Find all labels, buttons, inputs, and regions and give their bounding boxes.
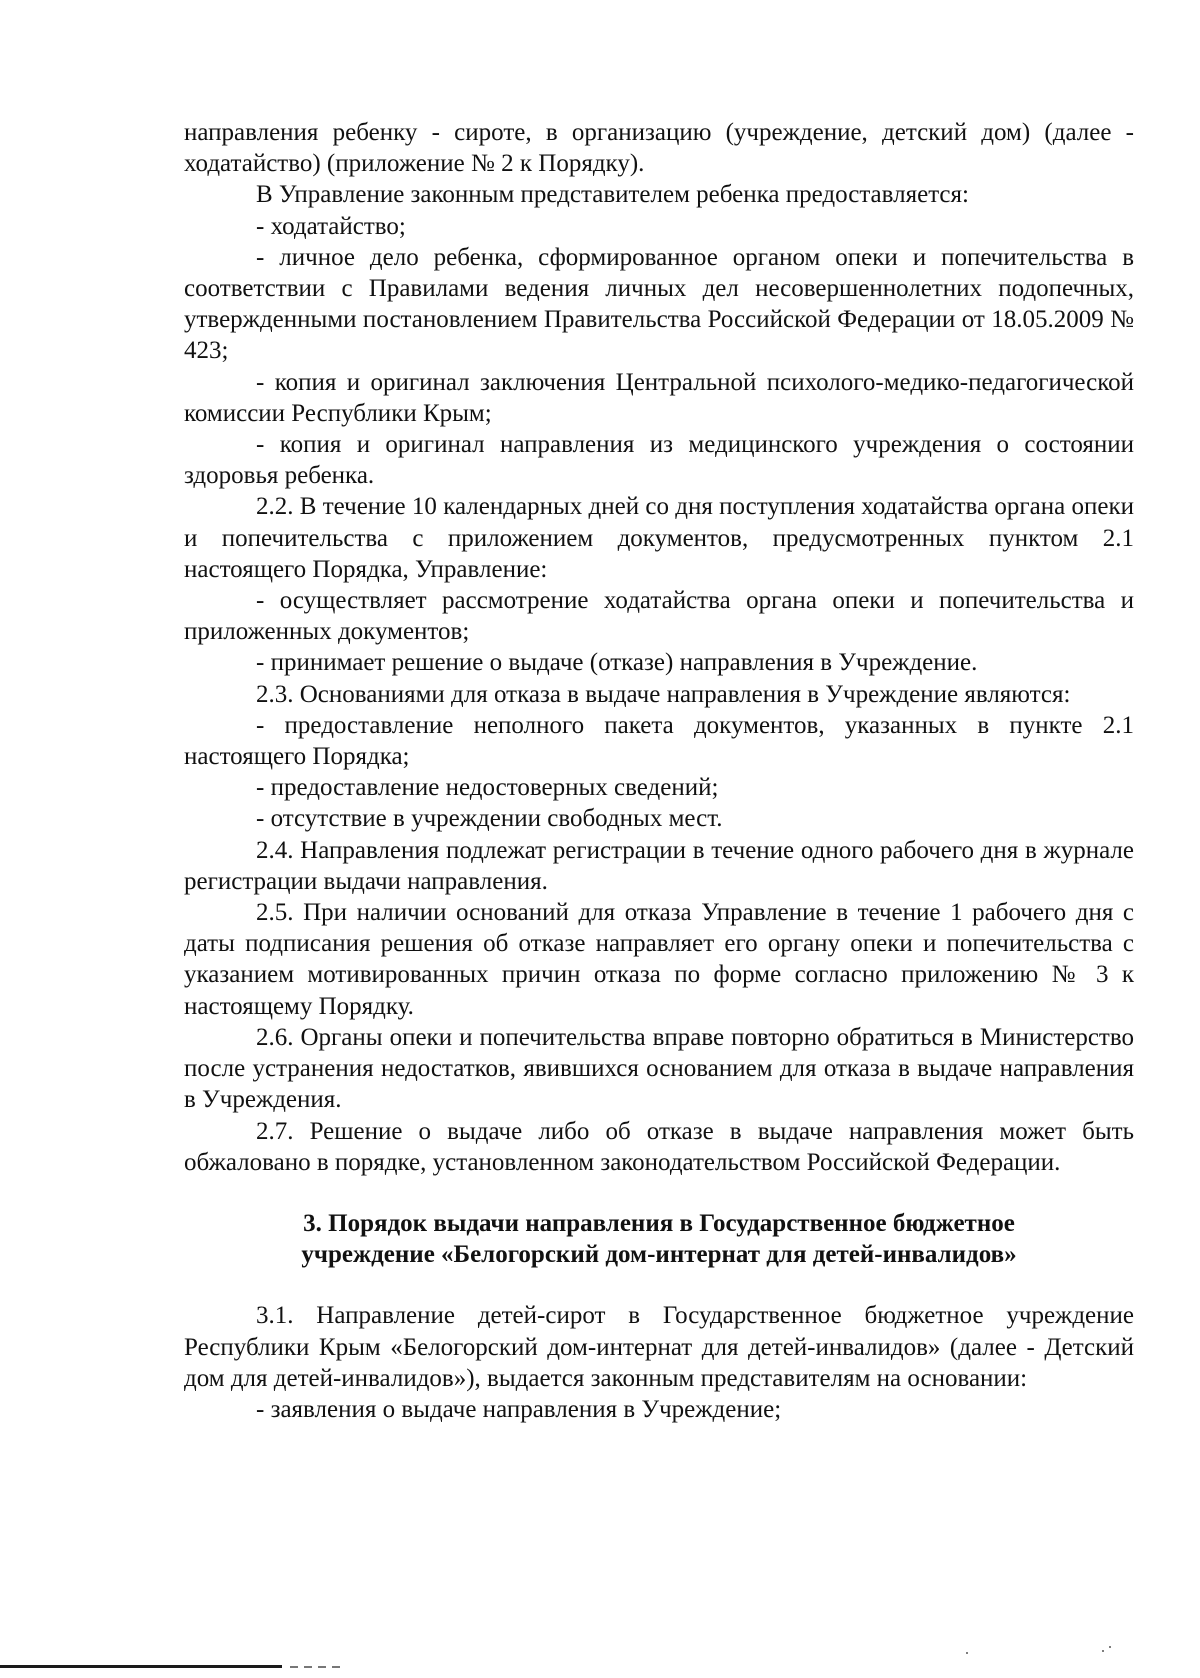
paragraph-2-5: 2.5. При наличии оснований для отказа Управление в течение 1 рабочего дня с даты подписания решения об отказе направляет его органу опеки и попечительства с указанием мотивированных причин отказа по форме согласно приложению № 3 к настоящему Порядку. [184,899,1134,1020]
list-item-application: - заявления о выдаче направления в Учреждение; [256,1395,782,1423]
document-body [184,117,1134,1425]
paragraph-2-6: 2.6. Органы опеки и попечительства вправе повторно обратиться в Министерство после устранения недостатков, явившихся основанием для отказа в выдаче направления в Учреждения. [184,1023,1134,1114]
footer-dash [332,1666,340,1668]
paragraph-continuation: направления ребенку - сироте, в организацию (учреждение, детский дом) (далее - ходатайство) (приложение № 2 к Порядку). [184,119,1134,178]
paragraph-2-7: 2.7. Решение о выдаче либо об отказе в выдаче направления может быть обжаловано в порядке, установленном законодательством Российской Федерации. [184,1117,1134,1176]
footer-dash [304,1666,312,1668]
paragraph-intro-list: В Управление законным представителем ребенка предоставляется: [256,181,969,209]
section-heading-line-1: 3. Порядок выдачи направления в Государственное бюджетное [303,1209,1015,1237]
paragraph-2-4: 2.4. Направления подлежат регистрации в течение одного рабочего дня в журнале регистрации выдачи направления. [184,836,1134,895]
section-heading-line-2: учреждение «Белогорский дом-интернат для детей-инвалидов» [301,1241,1017,1269]
list-item-no-places: - отсутствие в учреждении свободных мест. [256,805,723,833]
footer-dash [318,1666,326,1668]
footer-rule [0,1665,282,1668]
list-item-petition: - ходатайство; [256,212,406,240]
scan-speck [1102,1650,1104,1652]
paragraph-2-3: 2.3. Основаниями для отказа в выдаче направления в Учреждение являются: [256,680,1071,708]
list-item-medical-referral: - копия и оригинал направления из медицинского учреждения о состоянии здоровья ребенка. [184,431,1134,490]
list-item-false-info: - предоставление недостоверных сведений; [256,774,719,802]
scan-speck [966,1652,968,1654]
list-item-review: - осуществляет рассмотрение ходатайства органа опеки и попечительства и приложенных документов; [184,587,1134,646]
footer-dash [290,1666,298,1668]
paragraph-2-2: 2.2. В течение 10 календарных дней со дня поступления ходатайства органа опеки и попечительства с приложением документов, предусмотренных пунктом 2.1 настоящего Порядка, Управление: [184,493,1134,583]
section-heading [184,1208,1134,1270]
paragraph-3-1: 3.1. Направление детей-сирот в Государственное бюджетное учреждение Республики Крым «Белогорский дом-интернат для детей-инвалидов» (далее - Детский дом для детей-инвалидов»), выдается законным представителям на основании: [184,1302,1134,1392]
scan-speck [1109,1646,1111,1648]
list-item-personal-file: - личное дело ребенка, сформированное органом опеки и попечительства в соответствии с Правилами ведения личных дел несовершеннолетних подопечных, утвержденными постановлением Правительства Российской Федерации от 18.05.2009 № 423; [184,243,1134,365]
list-item-commission-conclusion: - копия и оригинал заключения Центральной психолого-медико-педагогической комиссии Республики Крым; [184,368,1134,427]
list-item-decision: - принимает решение о выдаче (отказе) направления в Учреждение. [256,649,978,677]
list-item-incomplete-package: - предоставление неполного пакета документов, указанных в пункте 2.1 настоящего Порядка; [184,711,1134,771]
